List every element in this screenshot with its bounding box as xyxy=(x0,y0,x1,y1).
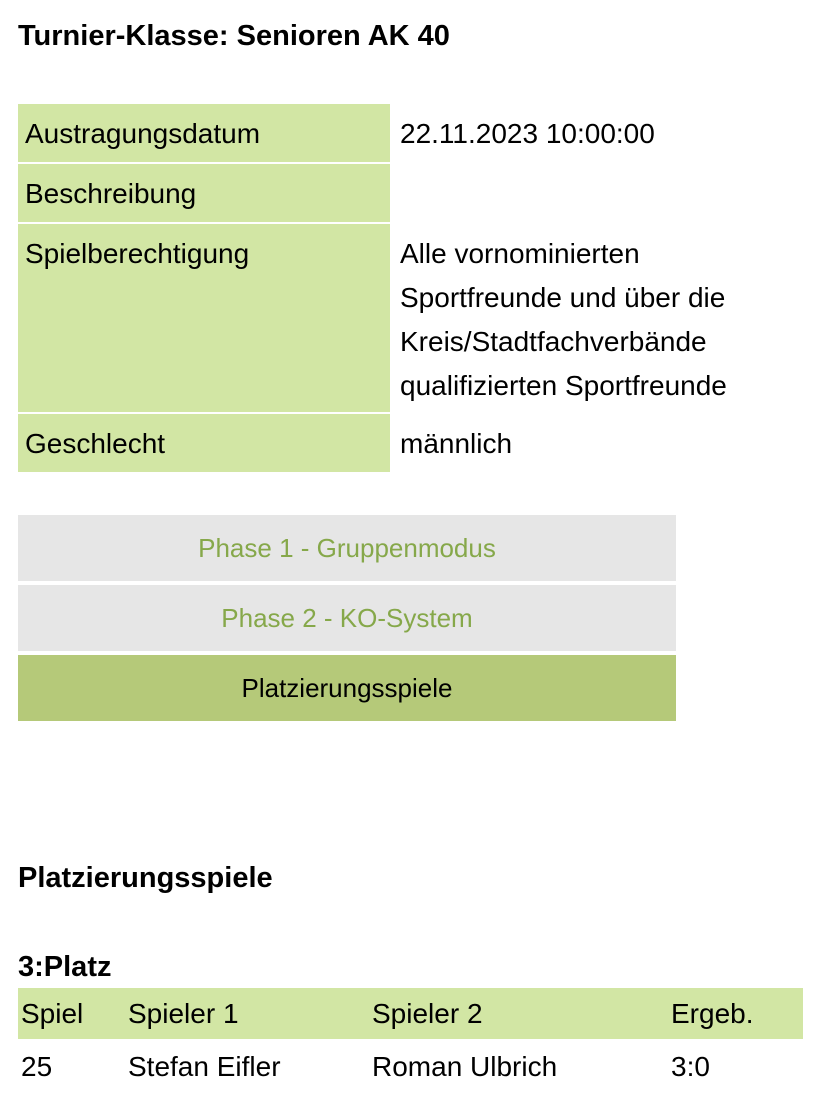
game-number-cell: 25 xyxy=(21,1051,53,1082)
player-1-cell: Stefan Eifler xyxy=(128,1051,281,1082)
column-header: Spiel xyxy=(18,988,125,1039)
table-row xyxy=(18,1039,803,1091)
info-value: Alle vornominierten Sportfreunde und über die Kreis/Stadtfachverbände qualifizierten Sportfreunde xyxy=(400,238,727,401)
info-row-gender xyxy=(18,414,802,474)
tab-placement-games[interactable]: Platzierungsspiele xyxy=(18,655,676,721)
section-subtitle: 3:Platz xyxy=(18,951,112,983)
info-row-eligibility xyxy=(18,224,802,414)
info-label: Beschreibung xyxy=(18,164,390,224)
results-table xyxy=(18,988,803,1091)
info-label: Geschlecht xyxy=(18,414,390,474)
info-value xyxy=(390,164,802,224)
result-cell: 3:0 xyxy=(671,1051,710,1082)
tab-phase-1[interactable]: Phase 1 - Gruppenmodus xyxy=(18,515,676,581)
info-row-description xyxy=(18,164,802,224)
info-value: männlich xyxy=(400,428,513,459)
phase-tabs xyxy=(18,515,676,725)
info-row-date xyxy=(18,104,802,164)
info-value: 22.11.2023 10:00:00 xyxy=(400,118,655,149)
info-label: Spielberechtigung xyxy=(18,224,390,414)
column-header: Spieler 1 xyxy=(125,988,369,1039)
info-label: Austragungsdatum xyxy=(18,104,390,164)
tournament-info-table xyxy=(18,104,802,474)
column-header: Spieler 2 xyxy=(369,988,668,1039)
results-header-row xyxy=(18,988,803,1039)
player-2-cell: Roman Ulbrich xyxy=(372,1051,558,1082)
tab-phase-2[interactable]: Phase 2 - KO-System xyxy=(18,585,676,651)
column-header: Ergeb. xyxy=(668,988,803,1039)
section-title: Platzierungsspiele xyxy=(18,862,273,894)
page-title: Turnier-Klasse: Senioren AK 40 xyxy=(18,20,450,52)
